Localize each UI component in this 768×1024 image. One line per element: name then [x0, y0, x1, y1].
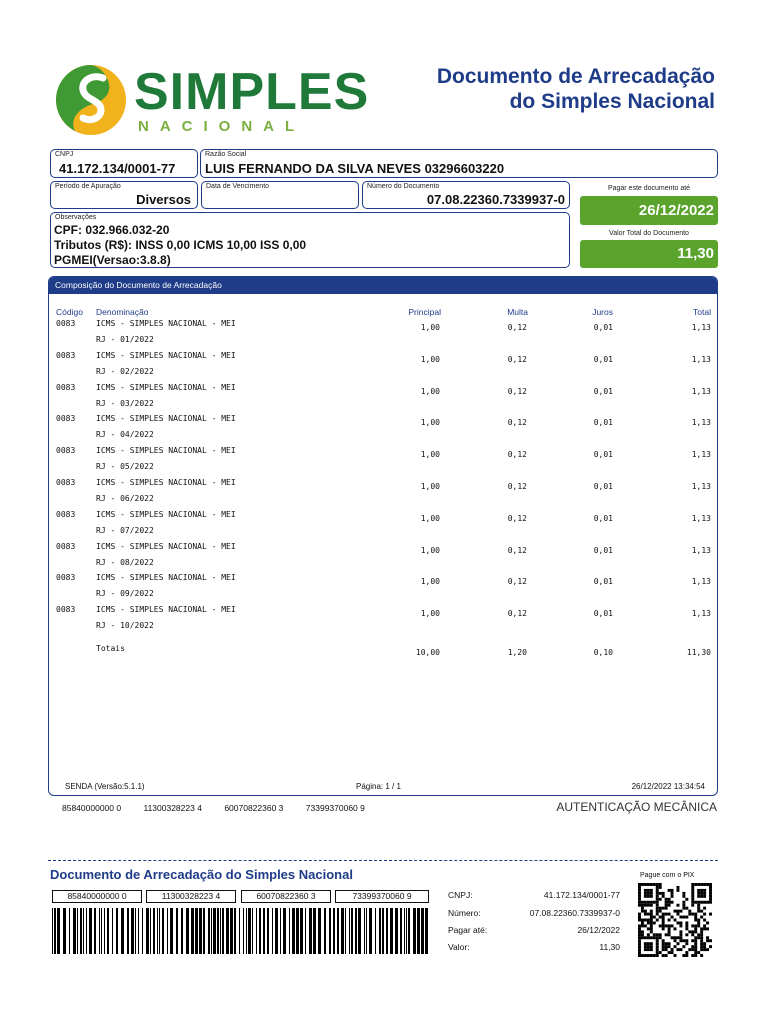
digitable-part: 85840000000 0	[62, 803, 122, 813]
periodo-value: Diversos	[136, 192, 191, 207]
table-row	[49, 319, 717, 351]
razao-social-label: Razão Social	[205, 151, 247, 158]
slip-cnpj-label: CNPJ:	[448, 890, 473, 900]
slip-code-box: 60070822360 3	[241, 890, 331, 903]
row-codigo: 0083	[56, 382, 76, 392]
row-total: 1,13	[691, 609, 711, 619]
pagar-ate-label: Pagar este documento até	[607, 185, 691, 192]
row-multa: 0,12	[507, 450, 527, 460]
row-juros: 0,01	[593, 513, 613, 523]
row-juros: 0,01	[593, 450, 613, 460]
row-denominacao: ICMS - SIMPLES NACIONAL - MEI	[96, 478, 236, 487]
col-denominacao: Denominação	[96, 307, 149, 317]
row-principal: 1,00	[420, 545, 440, 555]
valor-total-value: 11,30	[580, 240, 718, 268]
row-juros: 0,01	[593, 354, 613, 364]
row-denominacao: ICMS - SIMPLES NACIONAL - MEI	[96, 414, 236, 424]
table-row	[49, 478, 717, 510]
numero-documento-box	[362, 181, 570, 209]
row-total: 1,13	[691, 545, 711, 555]
composition-panel	[48, 276, 718, 796]
simples-logo-mark-icon	[55, 64, 127, 136]
totals-principal: 10,00	[415, 648, 440, 657]
row-denominacao: ICMS - SIMPLES NACIONAL - MEI	[96, 350, 236, 360]
title-line-1: Documento de Arrecadação	[436, 65, 715, 88]
row-total: 1,13	[691, 418, 711, 428]
row-principal: 1,00	[420, 323, 440, 332]
row-periodo: RJ - 06/2022	[96, 494, 154, 503]
page-indicator: Página: 1 / 1	[356, 782, 401, 791]
pagar-ate-value: 26/12/2022	[580, 196, 718, 225]
slip-numero-label: Número:	[448, 908, 481, 918]
row-denominacao: ICMS - SIMPLES NACIONAL - MEI	[96, 605, 236, 615]
autenticacao-mecanica: AUTENTICAÇÃO MECÂNICA	[556, 800, 717, 814]
row-denominacao: ICMS - SIMPLES NACIONAL - MEI	[96, 382, 236, 392]
row-juros: 0,01	[593, 577, 613, 587]
row-total: 1,13	[691, 482, 711, 491]
row-codigo: 0083	[56, 350, 76, 360]
row-codigo: 0083	[56, 446, 76, 456]
cut-line	[48, 860, 718, 861]
row-codigo: 0083	[56, 414, 76, 424]
row-codigo: 0083	[56, 605, 76, 615]
row-multa: 0,12	[507, 354, 527, 364]
row-total: 1,13	[691, 450, 711, 460]
pix-qrcode-icon	[638, 883, 712, 957]
senda-version: SENDA (Versão:5.1.1)	[65, 782, 145, 791]
table-row	[49, 605, 717, 637]
razao-social-value: LUIS FERNANDO DA SILVA NEVES 03296603220	[205, 161, 505, 176]
row-multa: 0,12	[507, 482, 527, 491]
digitable-part: 73399370060 9	[305, 803, 365, 813]
col-multa: Multa	[507, 307, 528, 317]
row-periodo: RJ - 03/2022	[96, 398, 154, 408]
row-principal: 1,00	[420, 609, 440, 619]
totals-total: 11,30	[686, 648, 711, 657]
row-periodo: RJ - 01/2022	[96, 335, 154, 344]
row-principal: 1,00	[420, 482, 440, 491]
row-principal: 1,00	[420, 354, 440, 364]
row-juros: 0,01	[593, 482, 613, 491]
totals-juros: 0,10	[593, 648, 613, 657]
row-denominacao: ICMS - SIMPLES NACIONAL - MEI	[96, 541, 236, 551]
row-periodo: RJ - 09/2022	[96, 589, 154, 599]
obs-pgmei: PGMEI(Versao:3.8.8)	[54, 253, 171, 267]
razao-social-box	[200, 149, 718, 178]
pix-label: Pague com o PIX	[640, 872, 695, 879]
document-title	[437, 64, 715, 114]
row-denominacao: ICMS - SIMPLES NACIONAL - MEI	[96, 509, 236, 519]
row-principal: 1,00	[420, 450, 440, 460]
slip-code-box: 11300328223 4	[146, 890, 236, 903]
col-codigo: Código	[56, 307, 83, 317]
obs-tributos: Tributos (R$): INSS 0,00 ICMS 10,00 ISS 0,00	[54, 238, 307, 252]
col-principal: Principal	[408, 307, 441, 317]
row-total: 1,13	[691, 577, 711, 587]
table-row	[49, 510, 717, 542]
row-multa: 0,12	[507, 323, 527, 332]
col-juros: Juros	[592, 307, 613, 317]
row-periodo: RJ - 10/2022	[96, 621, 154, 631]
row-total: 1,13	[691, 386, 711, 396]
slip-pagar-label: Pagar até:	[448, 925, 488, 935]
slip-title: Documento de Arrecadação do Simples Nacional	[50, 867, 353, 882]
col-total: Total	[693, 307, 711, 317]
table-row	[49, 446, 717, 478]
digitable-part: 60070822360 3	[224, 803, 284, 813]
table-row	[49, 383, 717, 415]
table-row	[49, 414, 717, 446]
row-periodo: RJ - 07/2022	[96, 525, 154, 535]
row-periodo: RJ - 05/2022	[96, 462, 154, 472]
table-row	[49, 542, 717, 574]
totals-label: Totais	[96, 644, 125, 653]
title-line-2: do Simples Nacional	[509, 90, 715, 113]
totals-row	[49, 644, 717, 676]
row-periodo: RJ - 08/2022	[96, 557, 154, 567]
row-juros: 0,01	[593, 386, 613, 396]
row-denominacao: ICMS - SIMPLES NACIONAL - MEI	[96, 319, 236, 328]
row-codigo: 0083	[56, 509, 76, 519]
slip-code-box: 85840000000 0	[52, 890, 142, 903]
row-principal: 1,00	[420, 418, 440, 428]
composition-heading: Composição do Documento de Arrecadação	[49, 277, 717, 294]
observacoes-box	[50, 212, 570, 268]
slip-valor-value: 11,30	[599, 942, 620, 952]
digitable-line	[62, 803, 365, 813]
row-multa: 0,12	[507, 513, 527, 523]
row-denominacao: ICMS - SIMPLES NACIONAL - MEI	[96, 573, 236, 583]
cnpj-value: 41.172.134/0001-77	[59, 161, 176, 176]
valor-total-label: Valor Total do Documento	[609, 230, 689, 237]
row-codigo: 0083	[56, 319, 76, 328]
vencimento-label: Data de Vencimento	[206, 183, 270, 190]
slip-numero-value: 07.08.22360.7339937-0	[529, 908, 620, 918]
logo-word: SIMPLES	[134, 63, 370, 121]
row-denominacao: ICMS - SIMPLES NACIONAL - MEI	[96, 446, 236, 456]
slip-code-box: 73399370060 9	[335, 890, 429, 903]
row-juros: 0,01	[593, 418, 613, 428]
numero-documento-value: 07.08.22360.7339937-0	[426, 192, 565, 207]
slip-cnpj-value: 41.172.134/0001-77	[543, 890, 620, 900]
row-juros: 0,01	[593, 609, 613, 619]
row-principal: 1,00	[420, 513, 440, 523]
row-principal: 1,00	[420, 577, 440, 587]
row-juros: 0,01	[593, 545, 613, 555]
numero-documento-label: Número do Documento	[367, 183, 440, 190]
slip-valor-label: Valor:	[448, 942, 470, 952]
cnpj-label: CNPJ	[55, 151, 74, 158]
periodo-box	[50, 181, 198, 209]
row-multa: 0,12	[507, 418, 527, 428]
row-principal: 1,00	[420, 386, 440, 396]
row-total: 1,13	[691, 323, 711, 332]
row-codigo: 0083	[56, 478, 76, 487]
logo-subtitle: NACIONAL	[138, 118, 306, 135]
row-multa: 0,12	[507, 577, 527, 587]
totals-multa: 1,20	[507, 648, 527, 657]
digitable-part: 11300328223 4	[143, 803, 202, 813]
row-periodo: RJ - 04/2022	[96, 430, 154, 440]
row-codigo: 0083	[56, 573, 76, 583]
row-multa: 0,12	[507, 609, 527, 619]
row-total: 1,13	[691, 513, 711, 523]
row-total: 1,13	[691, 354, 711, 364]
observacoes-label: Observações	[55, 214, 97, 221]
obs-cpf: CPF: 032.966.032-20	[54, 223, 170, 237]
table-row	[49, 351, 717, 383]
table-row	[49, 573, 717, 605]
periodo-label: Período de Apuração	[55, 183, 121, 190]
vencimento-box	[201, 181, 359, 209]
barcode-icon	[52, 908, 430, 954]
row-periodo: RJ - 02/2022	[96, 366, 154, 376]
slip-pagar-value: 26/12/2022	[577, 925, 620, 935]
print-timestamp: 26/12/2022 13:34:54	[631, 782, 705, 791]
cnpj-box	[50, 149, 198, 178]
row-multa: 0,12	[507, 545, 527, 555]
row-codigo: 0083	[56, 541, 76, 551]
row-multa: 0,12	[507, 386, 527, 396]
row-juros: 0,01	[593, 323, 613, 332]
